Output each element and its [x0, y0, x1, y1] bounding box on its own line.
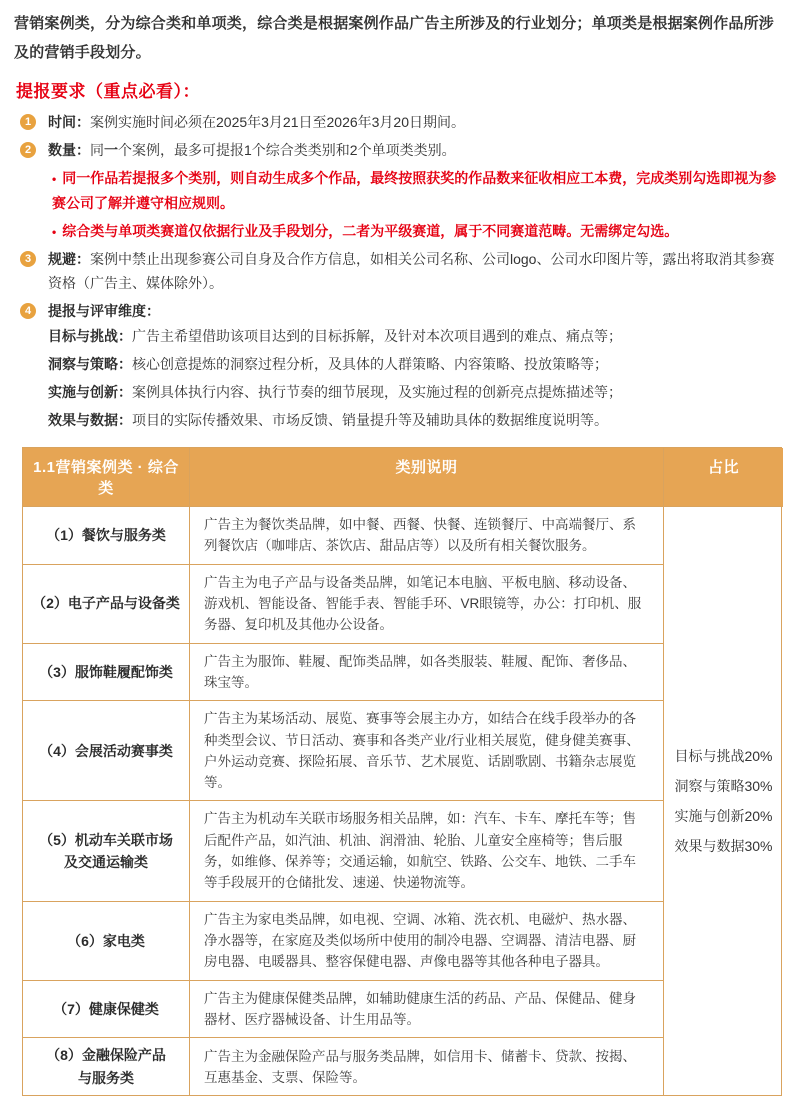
- requirement-text: 案例中禁止出现参赛公司自身及合作方信息，如相关公司名称、公司logo、公司水印图片等，露出将取消其参赛资格（广告主、媒体除外）。: [48, 250, 775, 292]
- dimension-label: 效果与数据：: [48, 411, 132, 428]
- note-text-emphasis: 一: [76, 169, 91, 186]
- table-row-description-3: [189, 643, 663, 701]
- requirements-list: [20, 110, 786, 433]
- table-header-ratio: 占比: [663, 448, 783, 506]
- dimension-goal: [48, 324, 786, 349]
- dimension-execution: [48, 380, 786, 405]
- number-badge-2-icon: 2: [20, 142, 36, 158]
- category-name: （2）电子产品与设备类: [32, 595, 180, 612]
- requirement-text-emphasis: 一: [104, 141, 118, 158]
- table-row-description-1: [189, 506, 663, 564]
- requirements-heading: 提报要求（重点必看）：: [16, 82, 200, 101]
- dimension-text: 项目的实际传播效果、市场反馈、销量提升等及辅助具体的数据维度说明等。: [132, 411, 608, 428]
- dimension-label: 目标与挑战：: [48, 328, 132, 345]
- number-badge-4-icon: 4: [20, 303, 36, 319]
- category-name: （6）家电类: [67, 932, 145, 949]
- table-row-category-4: [23, 700, 189, 800]
- requirement-item-time: [20, 110, 786, 135]
- requirement-text: 个案例，最多可提报1个综合类类别和2个单项类类别。: [118, 141, 456, 158]
- table-row-category-3: [23, 643, 189, 701]
- table-row-category-8: [23, 1037, 189, 1095]
- ratio-merged-cell: [663, 506, 783, 1095]
- requirement-text: 案例实施时间必须在2025年3月21日至2026年3月20日期间。: [90, 114, 466, 130]
- bullet-icon: •: [52, 224, 57, 239]
- bullet-icon: •: [52, 171, 57, 186]
- category-description: 广告主为餐饮类品牌，如中餐、西餐、快餐、连锁餐厅、中高端餐厅、系列餐饮店（咖啡店、茶饮店、甜品店等）以及所有相关餐饮服务。: [204, 516, 636, 554]
- category-name: （3）服饰鞋履配饰类: [39, 663, 173, 680]
- category-name: （1）餐饮与服务类: [46, 527, 166, 543]
- category-description: 广告主为家电类品牌，如电视、空调、冰箱、洗衣机、电磁炉、热水器、净水器等，在家庭及类似场所中使用的制冷电器、空调器、清洁电器、厨房电器、电暖器具、整容保健电器、声像电器等其他各种电子器具。: [204, 911, 636, 970]
- category-description: 广告主为机动车关联市场服务相关品牌，如：汽车、卡车、摩托车等；售后配件产品，如汽油、机油、润滑油、轮胎、儿童安全座椅等；售后服务，如维修、保养等；交通运输，如航空、铁路、公交车、地铁、二手车等手段展开的仓储批发、速递、快递物流等。: [204, 811, 636, 891]
- number-badge-1-icon: 1: [20, 114, 36, 130]
- table-row-category-5: [23, 800, 189, 900]
- note-text: 作品若提报多个类别，则自动生成多个作品，最终按照获奖的作品数来征收相应工本费，完成类别勾选即视为参赛公司了解并遵守相应规则。: [52, 169, 777, 211]
- category-description: 广告主为电子产品与设备类品牌，如笔记本电脑、平板电脑、移动设备、游戏机、智能设备、智能手表、智能手环、VR眼镜等，办公：打印机、服务器、复印机及其他办公设备。: [204, 574, 642, 633]
- dimension-result: [48, 408, 786, 433]
- table-row-description-7: [189, 980, 663, 1038]
- requirement-item-quantity: [20, 138, 786, 163]
- category-description: 广告主为金融保险产品与服务类品牌，如信用卡、储蓄卡、贷款、按揭、互惠基金、支票、保险等。: [204, 1048, 636, 1085]
- dimension-text: 核心创意提炼的洞察过程分析，及具体的人群策略、内容策略、投放策略等；: [132, 356, 608, 373]
- table-row-description-4: [189, 700, 663, 800]
- category-name: （7）健康保健类: [53, 1000, 159, 1017]
- table-header-description: 类别说明: [189, 448, 663, 506]
- table-row-category-2: [23, 564, 189, 643]
- table-row-description-6: [189, 901, 663, 980]
- table-row-category-6: [23, 901, 189, 980]
- category-description: 广告主为某场活动、展览、赛事等会展主办方，如结合在线手段举办的各种类型会议、节日活动、赛事和各类产业/行业相关展览，健身健美赛事、户外运动竞赛、探险拓展、音乐节、艺术展览、话剧歌剧、书籍杂志展览等。: [204, 711, 640, 791]
- table-row-description-5: [189, 800, 663, 900]
- requirement-label: 提报与评审维度：: [48, 303, 160, 320]
- category-table: [22, 447, 782, 1096]
- category-description: 广告主为健康保健类品牌，如辅助健康生活的药品、产品、保健品、健身器材、医疗器械设备、计生用品等。: [204, 990, 636, 1028]
- ratio-line: 效果与数据30%: [674, 838, 773, 855]
- requirement-label: 规避：: [48, 250, 90, 267]
- dimension-label: 洞察与策略：: [48, 356, 132, 373]
- ratio-line: 洞察与策略30%: [674, 777, 773, 794]
- note-text: 同: [62, 169, 77, 186]
- requirement-label: 数量：: [48, 141, 90, 158]
- requirement-item-avoid: [20, 247, 786, 297]
- dimension-text: 广告主希望借助该项目达到的目标拆解，及针对本次项目遇到的难点、痛点等；: [132, 328, 622, 345]
- dimension-insight: [48, 352, 786, 377]
- category-name: （5）机动车关联市场: [39, 831, 173, 848]
- category-name: （8）金融保险产品: [46, 1047, 166, 1064]
- requirement-note-fee: [20, 166, 786, 244]
- requirement-label: 时间：: [48, 114, 90, 130]
- dimension-label: 实施与创新：: [48, 384, 132, 401]
- dimension-text: 案例具体执行内容、执行节奏的细节展现，及实施过程的创新亮点提炼描述等；: [132, 384, 622, 401]
- requirement-text: 同: [90, 141, 104, 158]
- category-name: （4）会展活动赛事类: [39, 742, 173, 759]
- number-badge-3-icon: 3: [20, 251, 36, 267]
- requirement-item-dimensions: [20, 299, 786, 433]
- note-text: 综合类与单项类赛道仅依据行业及手段划分，二者为平级赛道，属于不同赛道范畴。无需绑定勾选。: [62, 222, 679, 239]
- category-name-line2: 及交通运输类: [64, 854, 148, 871]
- table-row-category-7: [23, 980, 189, 1038]
- table-header-category: 1.1营销案例类 · 综合类: [23, 448, 189, 506]
- ratio-line: 目标与挑战20%: [674, 747, 773, 764]
- table-row-category-1: [23, 506, 189, 564]
- table-row-description-8: [189, 1037, 663, 1095]
- category-name-line2: 与服务类: [78, 1069, 134, 1086]
- table-row-description-2: [189, 564, 663, 643]
- page-intro: 营销案例类，分为综合类和单项类，综合类是根据案例作品广告主所涉及的行业划分；单项类是根据案例作品所涉及的营销手段划分。: [14, 15, 775, 61]
- ratio-line: 实施与创新20%: [674, 808, 773, 825]
- category-description: 广告主为服饰、鞋履、配饰类品牌，如各类服装、鞋履、配饰、奢侈品、珠宝等。: [204, 653, 636, 690]
